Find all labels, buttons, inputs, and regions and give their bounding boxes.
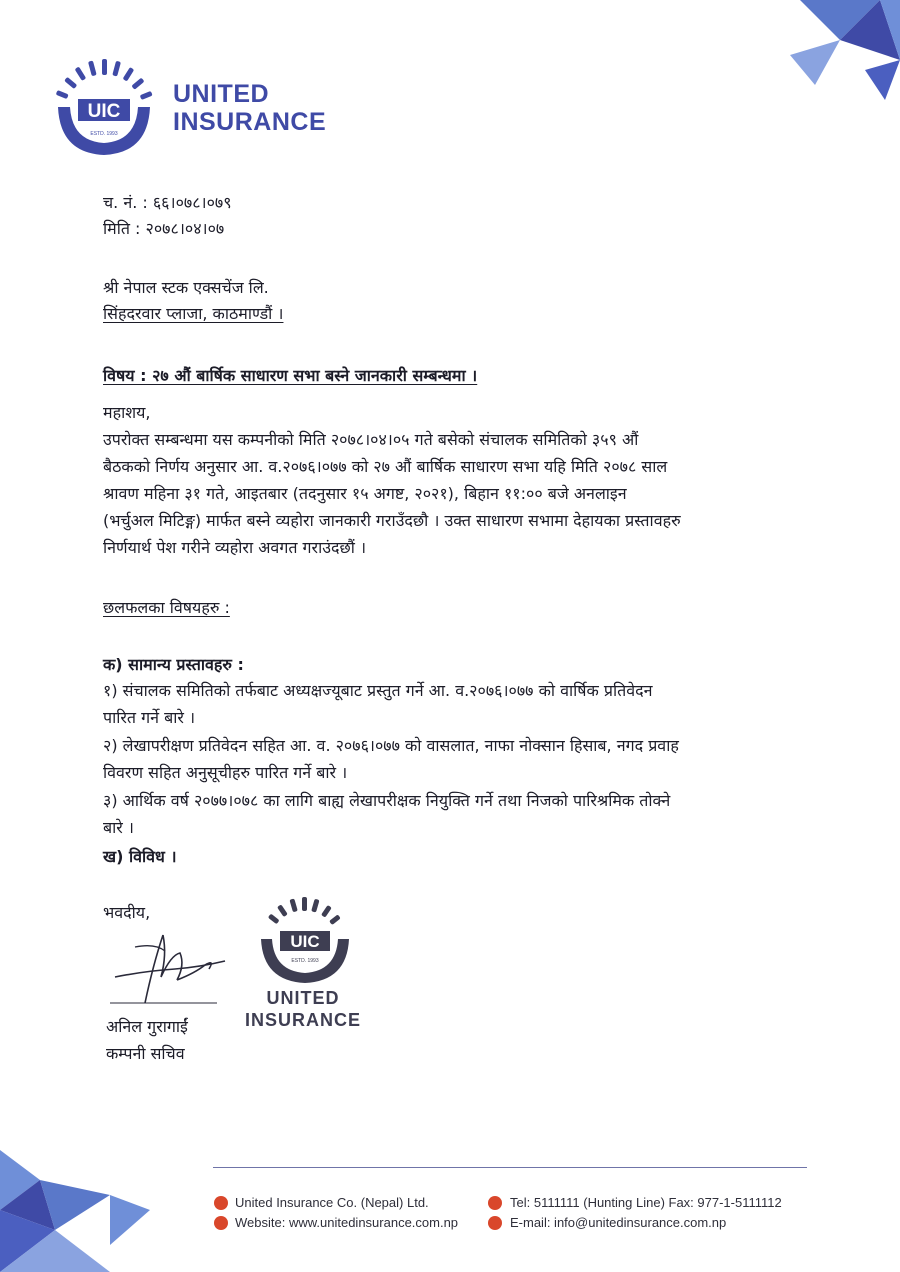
brand-name-line2: INSURANCE <box>173 108 327 136</box>
recipient-address: सिंहदरवार प्लाजा, काठमाण्डौं । <box>103 304 284 323</box>
footer-email[interactable]: E-mail: info@unitedinsurance.com.np <box>510 1215 727 1230</box>
signature <box>105 925 235 1010</box>
letter-date: मिति : २०७८।०४।०७ <box>103 219 225 238</box>
agenda-item-line: विवरण सहित अनुसूचीहरु पारित गर्ने बारे । <box>103 763 348 782</box>
agenda-item-line: पारित गर्ने बारे । <box>103 708 196 727</box>
footer-phone: Tel: 5111111 (Hunting Line) Fax: 977-1-5111112 <box>510 1195 782 1210</box>
agenda-heading: छलफलका विषयहरु : <box>103 598 230 617</box>
reference-number: च. नं. : ६६।०७८।०७९ <box>103 193 232 212</box>
footer-website[interactable]: Website: www.unitedinsurance.com.np <box>235 1215 459 1230</box>
signatory-title: कम्पनी सचिव <box>106 1044 185 1063</box>
agenda-item-line: ३) आर्थिक वर्ष २०७७।०७८ का लागि बाह्य लेखापरीक्षक नियुक्ति गर्ने तथा निजको पारिश्रमिक तोक्ने <box>103 791 671 810</box>
stamp-text <box>238 987 368 1031</box>
phone-icon <box>488 1196 502 1210</box>
brand-name-line1: UNITED <box>173 80 270 108</box>
svg-text:UIC: UIC <box>290 932 320 951</box>
body-line: निर्णयार्थ पेश गरीने व्यहोरा अवगत गराउंदछौं । <box>103 538 367 557</box>
agenda-item-line: २) लेखापरीक्षण प्रतिवेदन सहित आ. व. २०७६।०७७ को वासलात, नाफा नोक्सान हिसाब, नगद प्रवाह <box>103 736 679 755</box>
section-b-heading: ख) विविध । <box>103 847 177 866</box>
agenda-item-line: बारे । <box>103 818 134 837</box>
stamp-line2: INSURANCE <box>244 1010 361 1030</box>
body-line: उपरोक्त सम्बन्धमा यस कम्पनीको मिति २०७८।०४।०५ गते बसेको संचालक समितिको ३५९ औं <box>103 430 639 449</box>
body-line: बैठकको निर्णय अनुसार आ. व.२०७६।०७७ को २७ औं बार्षिक साधारण सभा यहि मिति २०७८ साल <box>103 457 668 476</box>
footer-address: United Insurance Co. (Nepal) Ltd. <box>235 1195 429 1210</box>
signatory-name: अनिल गुरागाईं <box>106 1017 188 1036</box>
recipient-name: श्री नेपाल स्टक एक्सचेंज लि. <box>103 278 269 297</box>
letter-subject: विषय : २७ औं बार्षिक साधारण सभा बस्ने जानकारी सम्बन्धमा । <box>103 366 478 385</box>
closing: भवदीय, <box>103 903 151 922</box>
brand-name <box>173 80 326 136</box>
globe-icon <box>214 1216 228 1230</box>
company-stamp <box>255 895 355 985</box>
stamp-line1: UNITED <box>266 988 340 1008</box>
decorative-corner-bottom-left <box>0 1150 150 1272</box>
decorative-corner-top-right <box>770 0 900 105</box>
section-a-heading: क) सामान्य प्रस्तावहरु : <box>103 655 244 674</box>
svg-text:UIC: UIC <box>87 101 121 122</box>
body-line: (भर्चुअल मिटिङ्ग) मार्फत बस्ने व्यहोरा जानकारी गराउँदछौ । उक्त साधारण सभामा देहायका प्रस्तावहरु <box>103 511 681 530</box>
footer-divider <box>213 1167 807 1168</box>
company-logo <box>50 55 160 160</box>
location-pin-icon <box>214 1196 228 1210</box>
svg-text:ESTD. 1993: ESTD. 1993 <box>90 131 118 137</box>
body-line: श्रावण महिना ३१ गते, आइतबार (तदनुसार १५ अगष्ट, २०२१), बिहान ११:०० बजे अनलाइन <box>103 484 627 503</box>
salutation: महाशय, <box>103 403 151 422</box>
agenda-item-line: १) संचालक समितिको तर्फबाट अध्यक्षज्यूबाट प्रस्तुत गर्ने आ. व.२०७६।०७७ को वार्षिक प्रतिवेदन <box>103 681 653 700</box>
email-icon <box>488 1216 502 1230</box>
svg-text:ESTD. 1993: ESTD. 1993 <box>291 958 319 964</box>
